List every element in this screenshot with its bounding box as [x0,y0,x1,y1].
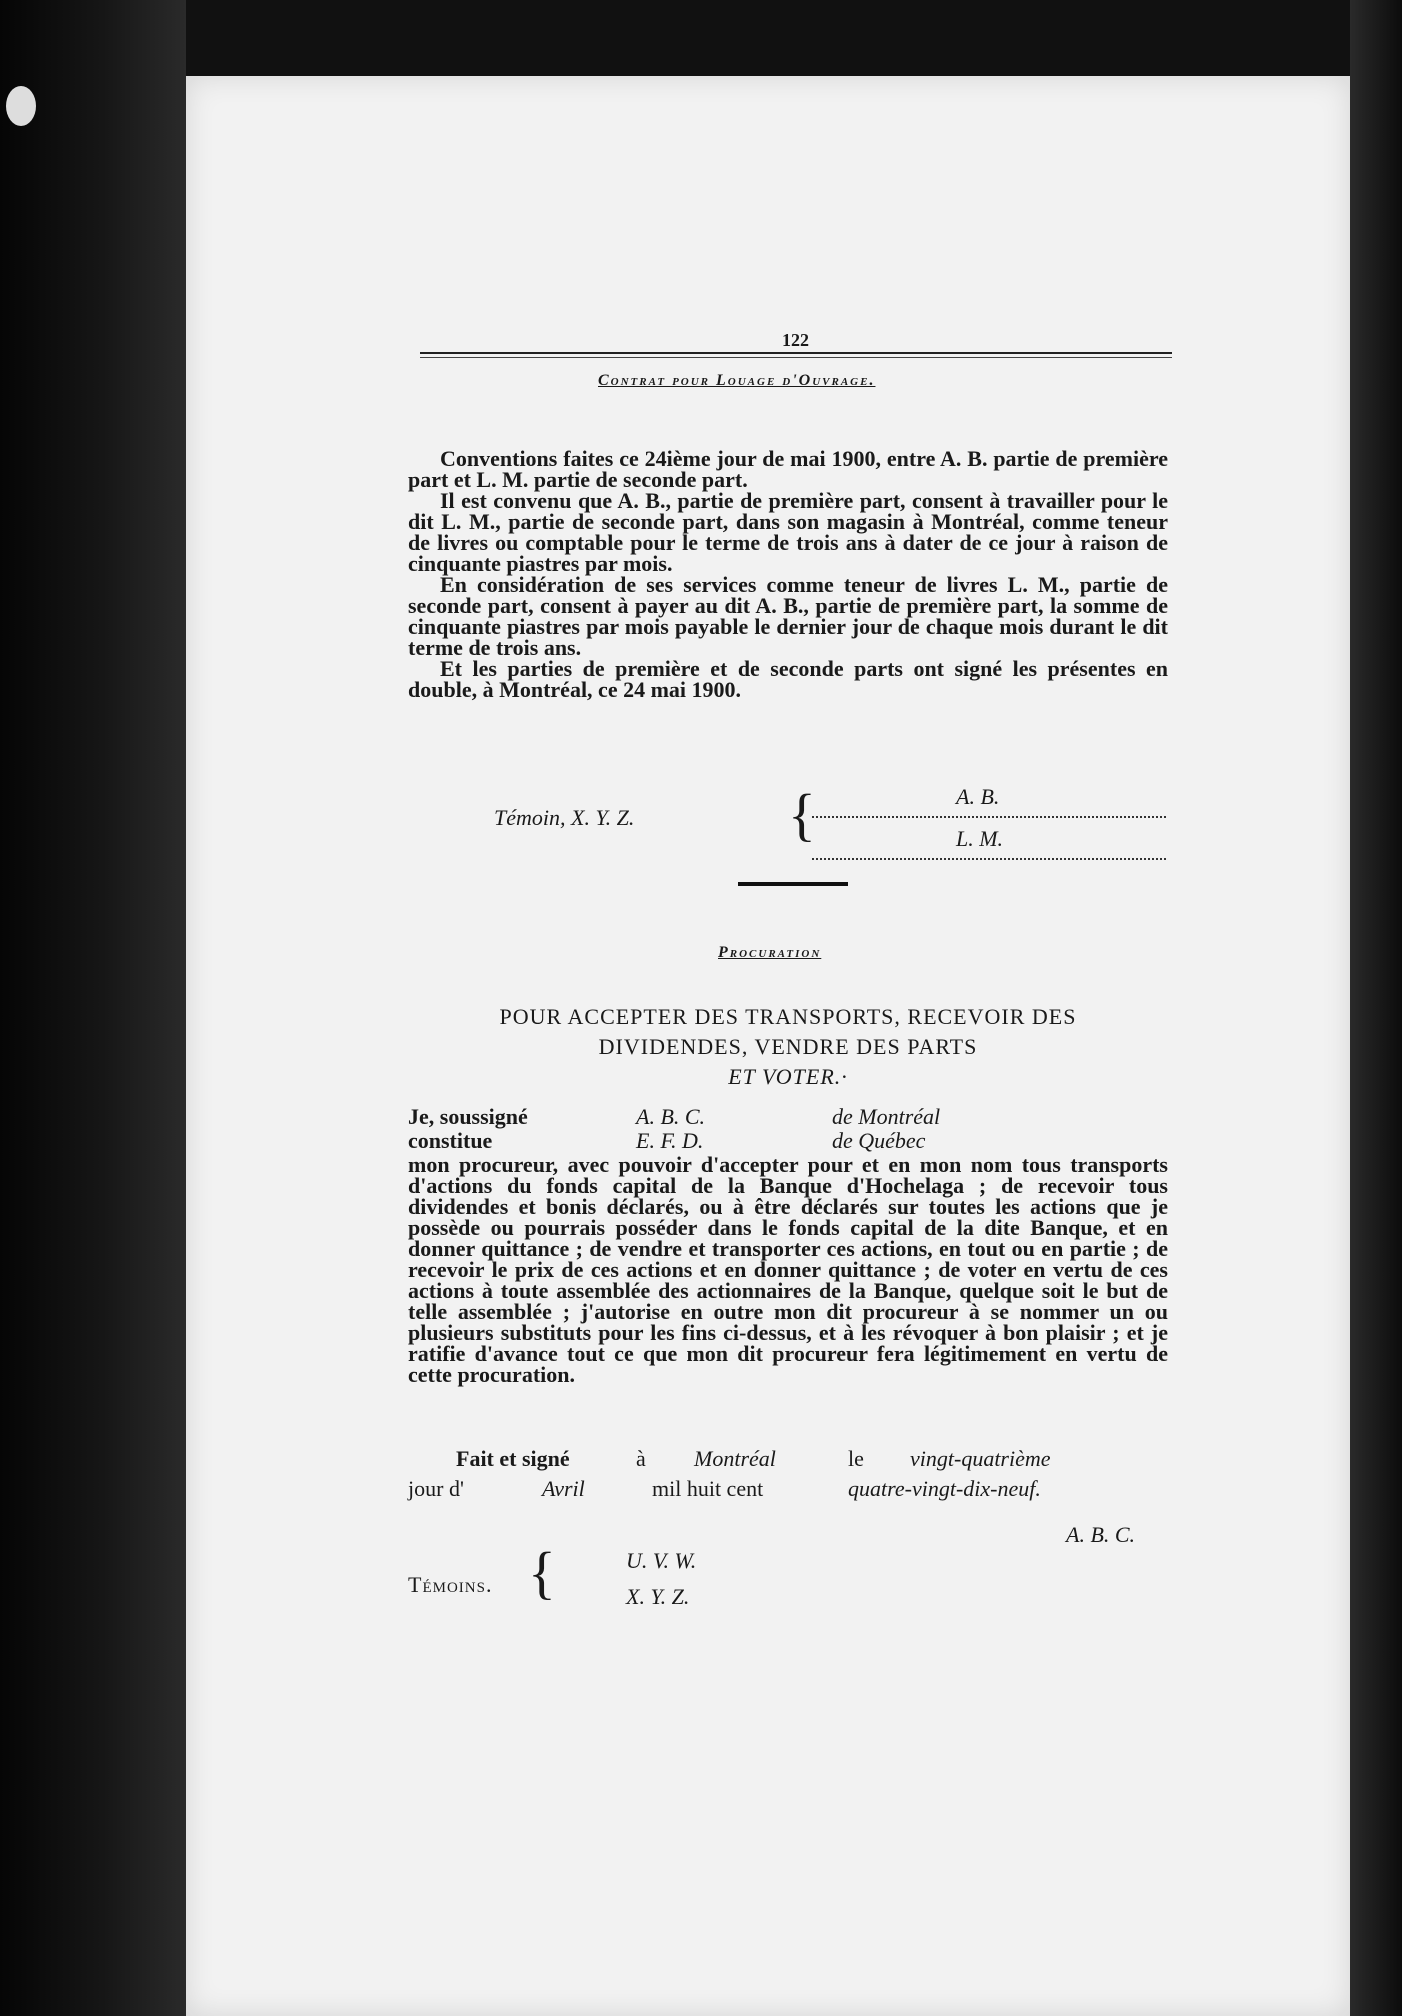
done-label: Fait et signé [456,1446,570,1471]
witnesses-label: Témoins. [408,1572,493,1597]
signature-brace: { [788,782,816,847]
done-day: vingt-quatrième [910,1446,1051,1471]
section-divider [738,882,848,886]
done-a: à [636,1446,646,1471]
grantor-label: Je, soussigné [408,1104,528,1129]
contract-paragraph: Il est convenu que A. B., partie de première part, consent à travailler pour le dit L. M., partie de seconde part, dans son magasin à Montréal, comme teneur de livres ou comptable pour le terme de trois ans à dater de ce jour à raison de cinquante piastres par mois. [408,488,1168,576]
date-jour: jour d' [408,1476,464,1501]
signature-lm: L. M. [956,826,1004,851]
date-mil: mil huit cent [652,1476,764,1501]
witnesses-brace: { [528,1540,556,1605]
grantor-name: A. B. C. [636,1104,706,1129]
page-number: 122 [782,330,809,350]
signature-line [812,858,1166,860]
scan-speck [6,86,36,126]
contract-witness: Témoin, X. Y. Z. [494,805,635,830]
signature-ab: A. B. [956,784,1000,809]
procuration-title-line: DIVIDENDES, VENDRE DES PARTS [598,1034,978,1059]
scan-border-right [1350,0,1402,2016]
date-month: Avril [542,1476,585,1501]
done-place: Montréal [694,1446,776,1471]
attorney-label: constitue [408,1128,493,1153]
contract-paragraph: En considération de ses services comme teneur de livres L. M., partie de seconde part, consent à payer au dit A. B., partie de première part, la somme de cinquante piastres par mois payable le dernier jour de chaque mois durant le dit terme de trois ans. [408,572,1168,660]
contract-heading: Contrat pour Louage d'Ouvrage. [598,372,876,389]
attorney-place: de Québec [832,1128,926,1153]
contract-body [408,448,1168,700]
grantor-signature: A. B. C. [1066,1522,1136,1547]
procuration-title-line: ET VOTER.· [728,1064,848,1089]
done-le: le [848,1446,864,1471]
witness-1: U. V. W. [626,1548,697,1573]
contract-paragraph: Et les parties de première et de seconde parts ont signé les présentes en double, à Montréal, ce 24 mai 1900. [408,656,1168,702]
date-year: quatre-vingt-dix-neuf. [848,1476,1041,1501]
header-rule [420,352,1172,354]
contract-paragraph: Conventions faites ce 24ième jour de mai 1900, entre A. B. partie de première part et L. M. partie de seconde part. [408,446,1168,492]
procuration-body [408,1154,1168,1385]
witness-2: X. Y. Z. [626,1584,690,1609]
header-rule-thin [420,357,1172,358]
attorney-name: E. F. D. [636,1128,704,1153]
procuration-heading: Procuration [718,944,822,961]
procuration-title [408,1002,1168,1092]
grantor-place: de Montréal [832,1104,941,1129]
scan-border-left [0,0,186,2016]
procuration-title-line: POUR ACCEPTER DES TRANSPORTS, RECEVOIR DES [499,1004,1077,1029]
signature-line [812,816,1166,818]
procuration-text: mon procureur, avec pouvoir d'accepter pour et en mon nom tous transports d'actions du fonds capital de la Banque d'Hochelaga ; de recevoir tous dividendes et bonis déclarés, ou à être déclarés sur toutes les actions que je possède ou pourrais posséder dans le fonds capital de la dite Banque, et en donner quittance ; de vendre et transporter ces actions, en tout ou en partie ; de recevoir le prix de ces actions et en donner quittance ; de voter en vertu de ces actions à toute assemblée des actionnaires de la Banque, quelque soit le but de telle assemblée ; j'autorise en outre mon dit procureur à se nommer un ou plusieurs substituts pour les fins ci-dessus, et à les révoquer à bon plaisir ; et je ratifie d'avance tout ce que mon dit procureur fera légitimement en vertu de cette procuration. [408,1152,1168,1387]
